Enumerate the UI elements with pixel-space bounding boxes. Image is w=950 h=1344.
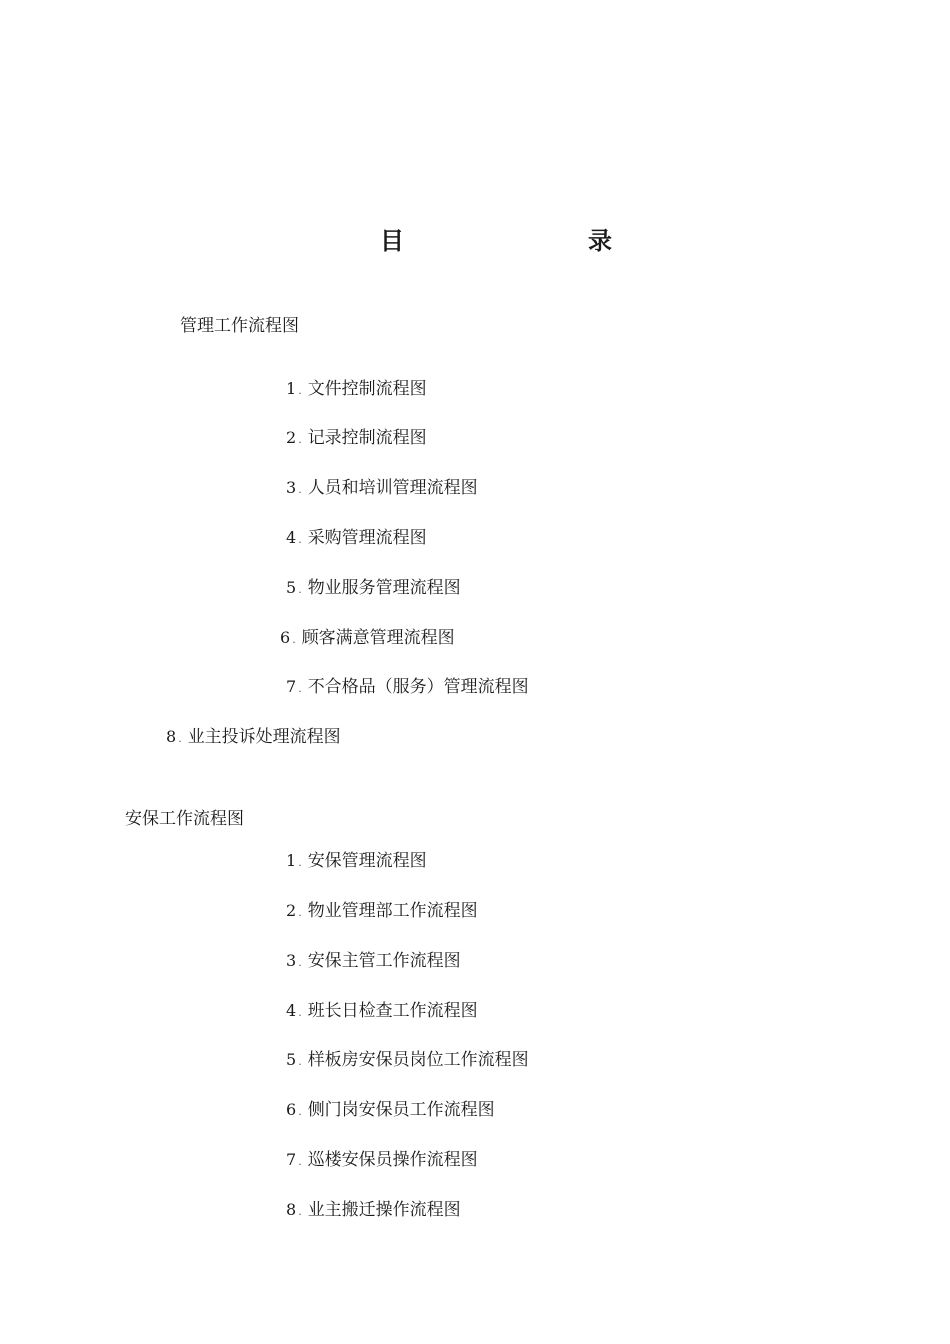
- toc-entry-label: 业主投诉处理流程图: [187, 727, 341, 747]
- toc-entry-separator: .: [298, 433, 302, 446]
- toc-entry: [286, 528, 427, 550]
- toc-entry: [280, 628, 455, 650]
- toc-entry-label: 物业服务管理流程图: [307, 578, 461, 598]
- toc-entry-label: 文件控制流程图: [307, 379, 427, 399]
- toc-entry-label: 安保主管工作流程图: [307, 951, 461, 971]
- toc-entry-separator: .: [178, 732, 182, 745]
- toc-entry: [286, 1050, 529, 1072]
- toc-entry-separator: .: [298, 1155, 302, 1168]
- section-heading-management: 管理工作流程图: [180, 316, 299, 336]
- toc-entry: [286, 428, 427, 450]
- toc-entry-separator: .: [298, 906, 302, 919]
- toc-title-char-2: 录: [588, 227, 612, 255]
- toc-entry-label: 物业管理部工作流程图: [307, 901, 478, 921]
- toc-entry-separator: .: [298, 956, 302, 969]
- toc-entry: [286, 1001, 478, 1023]
- toc-entry-number: 3: [286, 951, 297, 970]
- toc-entry-label: 业主搬迁操作流程图: [307, 1200, 461, 1220]
- toc-entry-separator: .: [292, 633, 296, 646]
- toc-entry-separator: .: [298, 583, 302, 596]
- toc-entry: [286, 901, 478, 923]
- toc-entry: [286, 951, 461, 973]
- toc-entry-separator: .: [298, 1105, 302, 1118]
- toc-entry-number: 7: [286, 677, 297, 696]
- toc-entry-label: 样板房安保员岗位工作流程图: [307, 1050, 529, 1070]
- toc-entry-separator: .: [298, 533, 302, 546]
- toc-entry-separator: .: [298, 682, 302, 695]
- toc-entry-number: 4: [286, 528, 297, 547]
- toc-entry-number: 6: [280, 628, 291, 647]
- toc-entry-number: 7: [286, 1150, 297, 1169]
- toc-entry: [166, 727, 341, 749]
- toc-entry-label: 巡楼安保员操作流程图: [307, 1150, 478, 1170]
- toc-entry-label: 顾客满意管理流程图: [301, 628, 455, 648]
- toc-entry: [286, 851, 427, 873]
- toc-entry-number: 8: [166, 727, 177, 746]
- toc-entry-separator: .: [298, 1205, 302, 1218]
- toc-entry: [286, 379, 427, 401]
- toc-entry-number: 2: [286, 901, 297, 920]
- toc-entry-number: 5: [286, 578, 297, 597]
- section-heading-security: 安保工作流程图: [125, 809, 244, 829]
- toc-entry-number: 3: [286, 478, 297, 497]
- toc-entry: [286, 1200, 461, 1222]
- toc-entry: [286, 1150, 478, 1172]
- toc-entry-label: 不合格品（服务）管理流程图: [307, 677, 529, 697]
- toc-entry-label: 侧门岗安保员工作流程图: [307, 1100, 495, 1120]
- toc-entry-number: 8: [286, 1200, 297, 1219]
- toc-entry-number: 5: [286, 1050, 297, 1069]
- toc-entry-separator: .: [298, 1006, 302, 1019]
- toc-entry: [286, 1100, 495, 1122]
- toc-entry-number: 1: [286, 379, 297, 398]
- toc-entry-separator: .: [298, 856, 302, 869]
- toc-entry-separator: .: [298, 483, 302, 496]
- toc-title-char-1: 目: [380, 227, 404, 255]
- toc-entry-number: 2: [286, 428, 297, 447]
- toc-entry-label: 采购管理流程图: [307, 528, 427, 548]
- toc-entry-separator: .: [298, 384, 302, 397]
- toc-entry: [286, 677, 529, 699]
- toc-entry-label: 人员和培训管理流程图: [307, 478, 478, 498]
- toc-entry: [286, 478, 478, 500]
- toc-entry-separator: .: [298, 1055, 302, 1068]
- toc-entry-number: 6: [286, 1100, 297, 1119]
- toc-entry-number: 4: [286, 1001, 297, 1020]
- toc-entry-number: 1: [286, 851, 297, 870]
- toc-entry: [286, 578, 461, 600]
- toc-entry-label: 班长日检查工作流程图: [307, 1001, 478, 1021]
- toc-entry-label: 安保管理流程图: [307, 851, 427, 871]
- toc-entry-label: 记录控制流程图: [307, 428, 427, 448]
